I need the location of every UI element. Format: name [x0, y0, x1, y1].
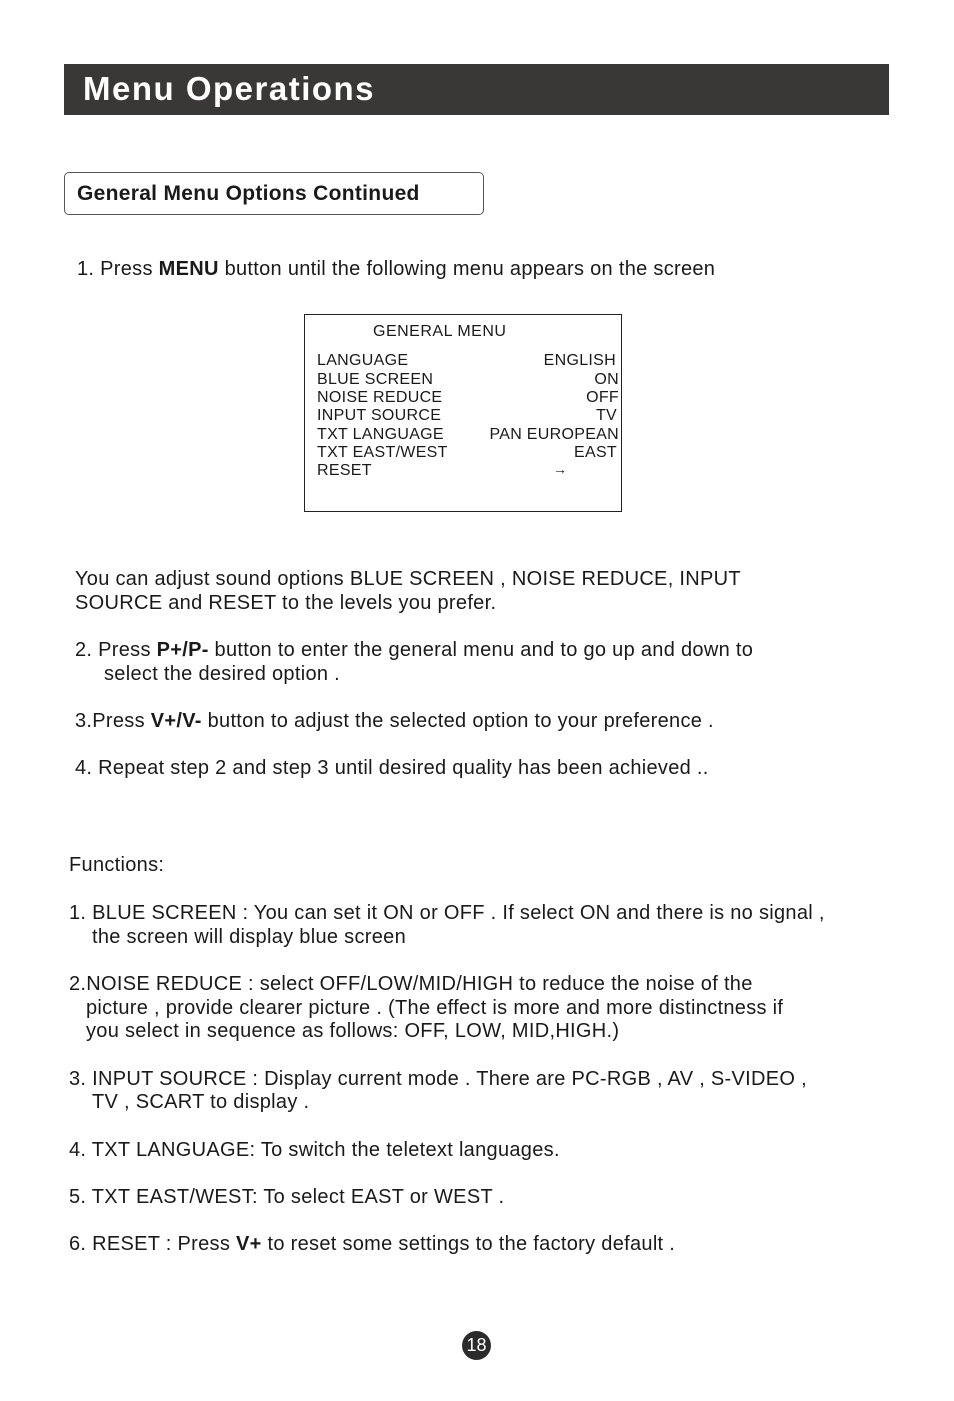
step-2-prefix: 2. Press [75, 639, 157, 661]
step-3-key: V+/V- [150, 710, 202, 732]
menu-row-label: BLUE SCREEN [317, 371, 434, 388]
menu-row-noise-reduce [317, 389, 619, 407]
menu-row-value: ON [594, 371, 619, 388]
function-1-line-1: 1. BLUE SCREEN : You can set it ON or OFF . If select ON and there is no signal , [69, 902, 825, 924]
step-1 [77, 258, 715, 281]
menu-row-value: ENGLISH [543, 352, 616, 369]
menu-row-label: NOISE REDUCE [317, 389, 443, 406]
menu-row-input-source [317, 407, 619, 425]
step-4: 4. Repeat step 2 and step 3 until desired quality has been achieved .. [75, 757, 709, 779]
intro-line-2: SOURCE and RESET to the levels you prefer. [75, 592, 497, 614]
function-3-line-1: 3. INPUT SOURCE : Display current mode . There are PC-RGB , AV , S-VIDEO , [69, 1068, 807, 1090]
function-3-line-2: TV , SCART to display . [92, 1091, 310, 1113]
function-5: 5. TXT EAST/WEST: To select EAST or WEST . [69, 1186, 505, 1208]
section-heading-box [64, 172, 484, 215]
function-6-prefix: 6. RESET : Press [69, 1233, 237, 1255]
function-2-line-1: 2.NOISE REDUCE : select OFF/LOW/MID/HIGH to reduce the noise of the [69, 973, 753, 995]
menu-row-label: TXT LANGUAGE [317, 426, 444, 443]
menu-row-label: LANGUAGE [317, 352, 409, 369]
menu-row-label: RESET [317, 462, 372, 479]
step-3 [75, 710, 714, 733]
menu-row-reset [317, 462, 619, 480]
step-2-suffix: button to enter the general menu and to go up and down to [208, 639, 754, 661]
function-6-suffix: to reset some settings to the factory default . [261, 1233, 676, 1255]
step-1-suffix: button until the following menu appears on the screen [218, 258, 716, 280]
menu-row-value: OFF [586, 389, 619, 406]
step-2-key: P+/P- [156, 639, 209, 661]
menu-row-label: INPUT SOURCE [317, 407, 442, 424]
function-1-line-2: the screen will display blue screen [92, 926, 406, 948]
function-6 [69, 1233, 675, 1256]
function-6-key: V+ [236, 1233, 262, 1255]
function-2-line-2: picture , provide clearer picture . (The effect is more and more distinctness if [86, 997, 784, 1019]
function-4: 4. TXT LANGUAGE: To switch the teletext languages. [69, 1139, 560, 1161]
step-1-prefix: 1. Press [77, 258, 159, 280]
menu-row-txt-language [317, 426, 619, 444]
menu-row-language [317, 352, 619, 370]
function-2-line-3: you select in sequence as follows: OFF, LOW, MID,HIGH.) [86, 1020, 620, 1042]
step-3-suffix: button to adjust the selected option to your preference . [201, 710, 714, 732]
step-2-line-2: select the desired option . [104, 663, 341, 685]
menu-row-value: TV [595, 407, 617, 424]
menu-row-txt-east-west [317, 444, 619, 462]
intro-line-1: You can adjust sound options BLUE SCREEN , NOISE REDUCE, INPUT [75, 568, 741, 590]
step-2 [75, 639, 753, 662]
section-title: General Menu Options Continued [77, 182, 420, 205]
general-menu-illustration [304, 314, 622, 512]
step-1-key: MENU [158, 258, 219, 280]
arrow-right-icon: → [553, 461, 568, 477]
functions-heading: Functions: [69, 854, 165, 876]
menu-row-label: TXT EAST/WEST [317, 444, 448, 461]
general-menu-title: GENERAL MENU [373, 323, 507, 340]
step-3-prefix: 3.Press [75, 710, 151, 732]
menu-row-blue-screen [317, 371, 619, 389]
menu-row-value: EAST [574, 444, 617, 461]
page-number-badge: 18 [462, 1331, 491, 1360]
page-header-bar [64, 64, 889, 115]
menu-row-value: PAN EUROPEAN [489, 426, 619, 443]
page-title: Menu Operations [83, 70, 376, 107]
